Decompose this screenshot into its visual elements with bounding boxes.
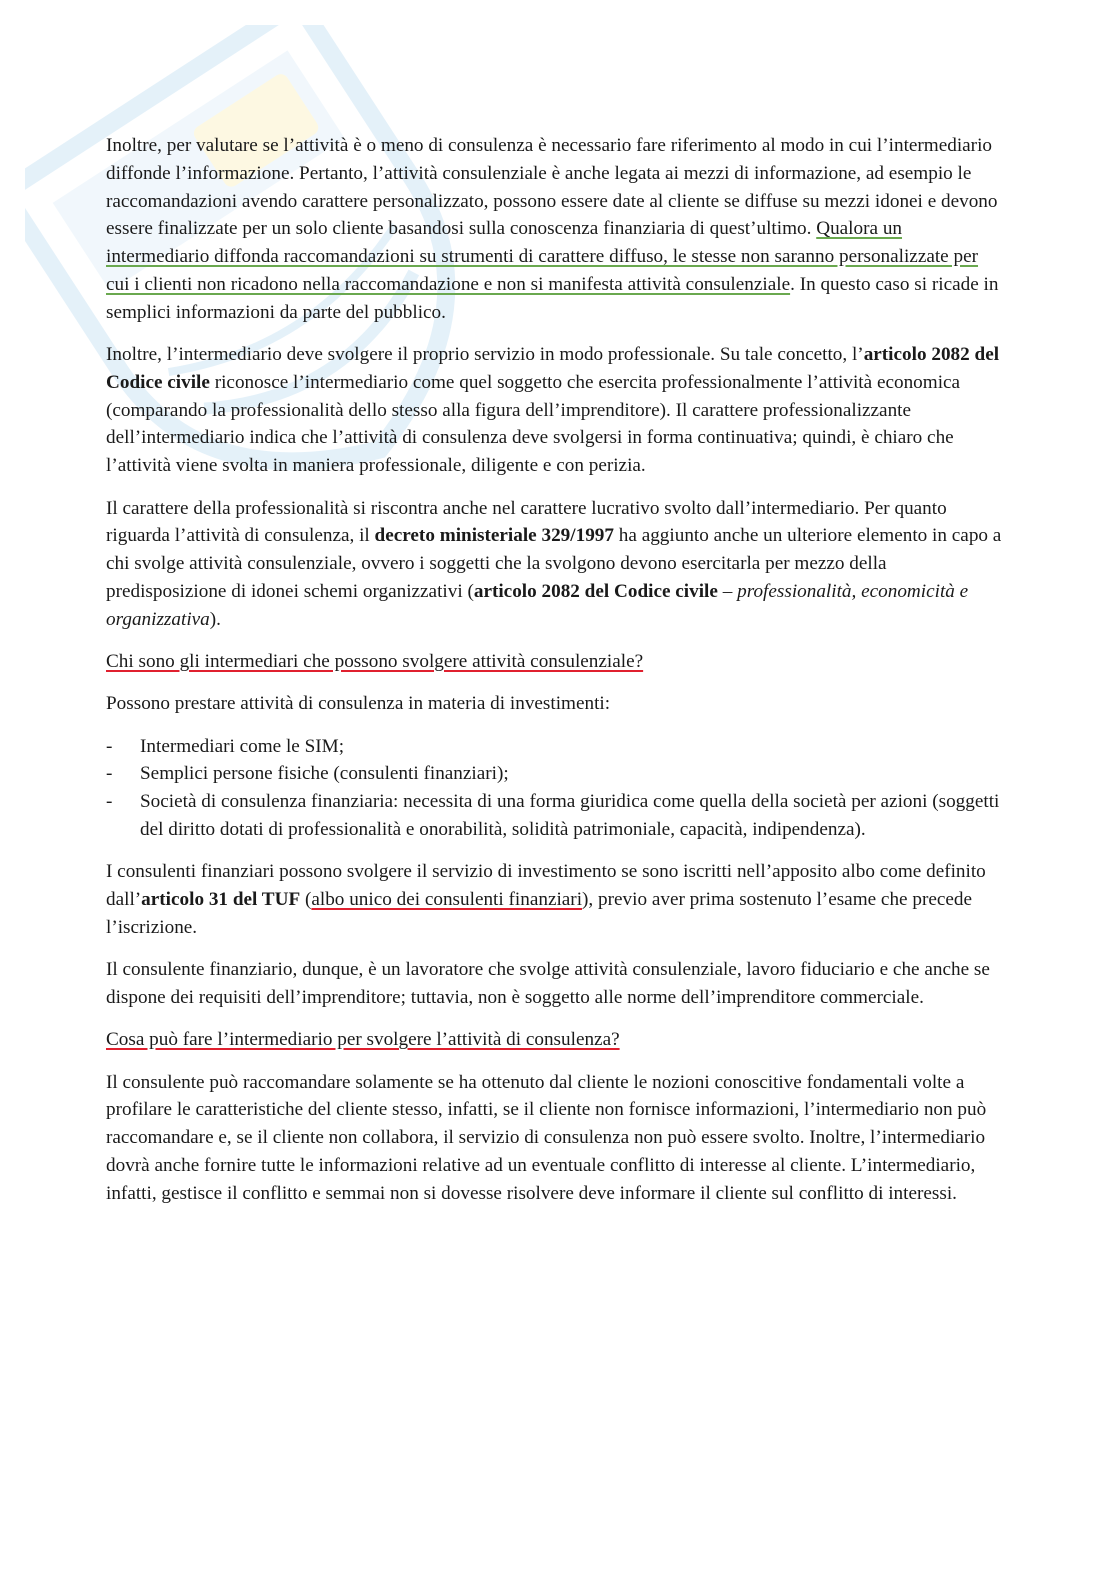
p1-underlined-text: Qualora un intermediario diffonda raccomandazioni su strumenti di carattere diffuso, le stesse non saranno personalizzate per cui i clienti non ricadono nella raccomandazione e non si manifesta attività consulenziale xyxy=(106,218,979,295)
p1-text-a: Inoltre, per valutare se l’attività è o meno di consulenza è necessario fare riferimento al modo in cui l’intermediario diffonde l’informazione. Pertanto, l’attività consulenziale è anche legata ai mezzi di informazione, ad esempio le raccomandazioni avendo carattere personalizzato, possono essere date al cliente se diffuse su mezzi idonei e devono essere finalizzate per un solo cliente basandosi sulla conoscenza finanziaria di quest’ultimo. xyxy=(106,135,998,240)
paragraph-intermediary-information xyxy=(106,132,1006,327)
question-heading-what xyxy=(106,1026,1006,1054)
p3-bold-article: articolo 2082 del Codice civile xyxy=(473,580,718,602)
p2-text-a: Inoltre, l’intermediario deve svolgere il proprio servizio in modo professionale. Su tale concetto, l’ xyxy=(106,344,864,366)
list-item xyxy=(106,760,1006,788)
p2-text-b: riconosce l’intermediario come quel soggetto che esercita professionalmente l’attività economica (comparando la professionalità dello stesso alla figura dell’imprenditore). Il carattere professionalizzante dell’intermediario indica che l’attività di consulenza deve svolgersi in forma continuativa; quindi, è chiaro che l’attività viene svolta in maniera professionale, diligente e con perizia. xyxy=(106,371,961,477)
list-item xyxy=(106,733,1006,761)
paragraph-albo-registration xyxy=(106,858,1006,941)
list-dash: - xyxy=(106,791,113,813)
intermediaries-list xyxy=(106,733,1006,844)
paragraph-recommendation-conditions: Il consulente può raccomandare solamente se ha ottenuto dal cliente le nozioni conoscitive fondamentali volte a profilare le caratteristiche del cliente stesso, infatti, se il cliente non fornisce informazioni, l’intermediario non può raccomandare e, se il cliente non collabora, il servizio di consulenza non può essere svolto. Inoltre, l’intermediario dovrà anche fornire tutte le informazioni relative ad un eventuale conflitto di interesse al cliente. L’intermediario, infatti, gestisce il conflitto e semmai non si dovesse risolvere deve informare il cliente sul conflitto di interessi. xyxy=(106,1071,987,1204)
p5-text-c: ), previo aver prima sostenuto l’esame che precede l’iscrizione. xyxy=(106,889,973,938)
paragraph-who-can-provide: Possono prestare attività di consulenza in materia di investimenti: xyxy=(106,693,611,715)
p5-underlined-albo: albo unico dei consulenti finanziari xyxy=(311,889,583,911)
document-body xyxy=(106,132,1006,1222)
p2-bold-article: articolo 2082 del Codice civile xyxy=(106,344,1000,393)
p3-text-b: ha aggiunto anche un ulteriore elemento in capo a chi svolge attività consulenziale, ovvero i soggetti che la svolgono devono esercitarla per mezzo della predisposizione di idonei schemi organizzativi ( xyxy=(106,525,1002,602)
list-item-text: Semplici persone fisiche (consulenti finanziari); xyxy=(140,763,509,785)
p3-text-a: Il carattere della professionalità si riscontra anche nel carattere lucrativo svolto dall’intermediario. Per quanto riguarda l’attività di consulenza, il xyxy=(106,497,947,547)
p1-text-b: . In questo caso si ricade in semplici informazioni da parte del pubblico. xyxy=(106,273,999,323)
p5-text-a: I consulenti finanziari possono svolgere il servizio di investimento se sono iscritti nell’apposito albo come definito dall’ xyxy=(106,861,986,911)
question-what-text: Cosa può fare l’intermediario per svolgere l’attività di consulenza? xyxy=(106,1029,620,1051)
paragraph-financial-consultant: Il consulente finanziario, dunque, è un lavoratore che svolge attività consulenziale, lavoro fiduciario e che anche se dispone dei requisiti dell’imprenditore; tuttavia, non è soggetto alle norme dell’imprenditore commerciale. xyxy=(106,959,990,1009)
paragraph-professionalism-character xyxy=(106,495,1006,634)
p3-text-c: – xyxy=(717,580,738,602)
list-dash: - xyxy=(106,763,113,785)
list-item-text: Intermediari come le SIM; xyxy=(140,735,345,757)
question-who-text: Chi sono gli intermediari che possono svolgere attività consulenziale? xyxy=(106,651,644,673)
list-dash: - xyxy=(106,735,113,757)
list-item xyxy=(106,788,1006,844)
list-item-text: Società di consulenza finanziaria: necessita di una forma giuridica come quella della società per azioni (soggetti del diritto dotati di professionalità e onorabilità, solidità patrimoniale, capacità, indipendenza). xyxy=(140,791,1000,841)
paragraph-professional-service xyxy=(106,341,1006,480)
p5-bold-article: articolo 31 del TUF xyxy=(141,889,301,911)
p3-text-d: ). xyxy=(209,608,221,630)
question-heading-who xyxy=(106,648,1006,676)
p3-italic-terms: professionalità, economicità e organizzativa xyxy=(106,580,969,630)
p3-bold-decree: decreto ministeriale 329/1997 xyxy=(374,525,614,547)
p5-text-b: ( xyxy=(300,889,312,911)
